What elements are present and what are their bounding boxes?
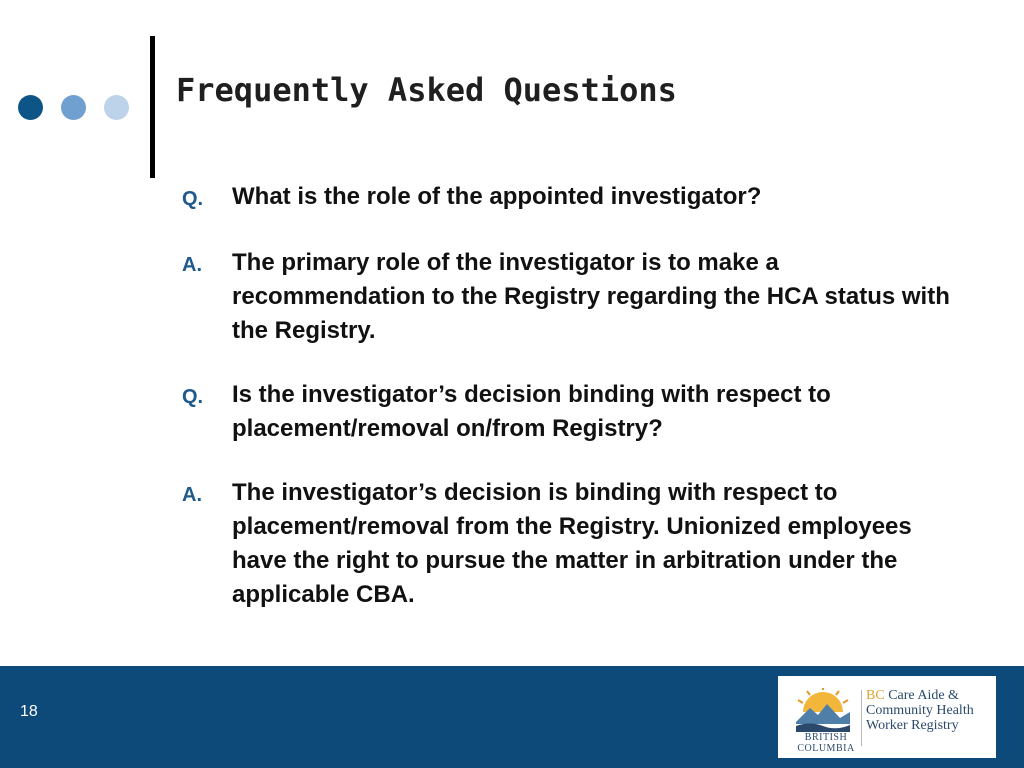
bc-wordmark: BRITISH COLUMBIA [797, 732, 855, 754]
answer-text: The investigator’s decision is binding with respect to placement/removal from the Registry. Unionized employees have the right to pursue the matter in arbitration under the applicable CBA. [232, 479, 912, 608]
faq-question [182, 378, 972, 446]
question-text: Is the investigator’s decision binding with respect to placement/removal on/from Registry? [232, 381, 831, 442]
sun-mountain-icon [794, 688, 852, 732]
faq-question [182, 180, 972, 216]
faq-answer [182, 246, 972, 348]
dot-light [104, 95, 129, 120]
logo-divider [861, 690, 862, 746]
dot-dark [18, 95, 43, 120]
answer-marker: A. [182, 254, 202, 276]
registry-logo [778, 676, 996, 758]
faq-answer [182, 476, 972, 612]
question-text: What is the role of the appointed investigator? [232, 183, 762, 210]
decorative-dots [18, 95, 138, 121]
title-divider [150, 36, 155, 178]
faq-list [182, 180, 972, 612]
answer-marker: A. [182, 484, 202, 506]
footer-bar [0, 666, 1024, 768]
page-number: 18 [20, 703, 38, 720]
dot-medium [61, 95, 86, 120]
registry-name: BC Care Aide & Community Health Worker Registry [866, 688, 974, 733]
question-marker: Q. [182, 188, 204, 210]
page-title: Frequently Asked Questions [176, 71, 677, 109]
registry-abbr: BC [866, 688, 885, 703]
answer-text: The primary role of the investigator is to make a recommendation to the Registry regarding the HCA status with the Registry. [232, 249, 950, 344]
question-marker: Q. [182, 386, 204, 408]
